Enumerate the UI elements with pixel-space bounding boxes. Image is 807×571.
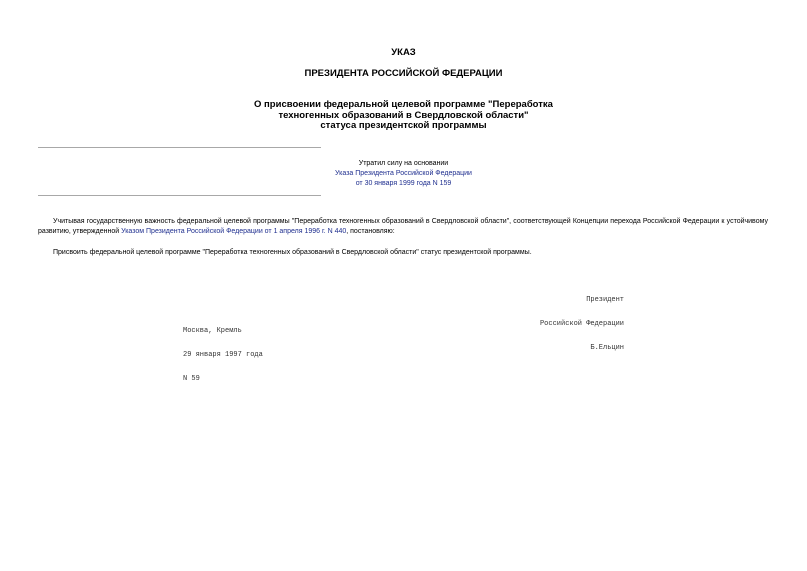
note-divider-top [38, 147, 321, 148]
repeal-note-text: Утратил силу на основании [358, 160, 449, 167]
subject-line-1: О присвоении федеральной целевой программе "Переработка [254, 99, 553, 110]
place-date-block [183, 311, 263, 399]
repeal-note [300, 159, 507, 189]
note-divider-bottom [38, 195, 321, 196]
repeal-decree-link[interactable]: Указа Президента Российской Федерации [335, 170, 472, 177]
preamble-paragraph [38, 217, 768, 237]
repeal-decree-date-link[interactable]: от 30 января 1999 года N 159 [355, 180, 452, 187]
signature-name: Б.Ельцин [590, 344, 624, 352]
signature-position: Президент [586, 296, 624, 304]
decree-number: N 59 [183, 375, 200, 383]
signing-place: Москва, Кремль [183, 327, 242, 335]
preamble-ending: , постановляю: [346, 228, 395, 235]
preamble-text: Учитывая государственную важность федеральной целевой программы "Переработка техногенных образований в Свердловской области", соответствующей Концепции перехода Российской Федерации к устойчивому развитию, утвержденной [38, 218, 768, 235]
document-subject [0, 100, 807, 132]
document-type-title: УКАЗ [391, 47, 416, 58]
signature-country: Российской Федерации [539, 320, 624, 328]
signing-date: 29 января 1997 года [183, 351, 263, 359]
resolution-paragraph: Присвоить федеральной целевой программе "Переработка техногенных образований в Свердловской области" статус президентской программы. [53, 249, 532, 256]
document-issuer: ПРЕЗИДЕНТА РОССИЙСКОЙ ФЕДЕРАЦИИ [304, 68, 503, 79]
concept-decree-link[interactable]: Указом Президента Российской Федерации от 1 апреля 1996 г. N 440 [121, 228, 347, 235]
subject-line-2: техногенных образований в Свердловской области" [278, 109, 529, 121]
subject-line-3: статуса президентской программы [320, 120, 487, 131]
signature-block [500, 280, 624, 368]
